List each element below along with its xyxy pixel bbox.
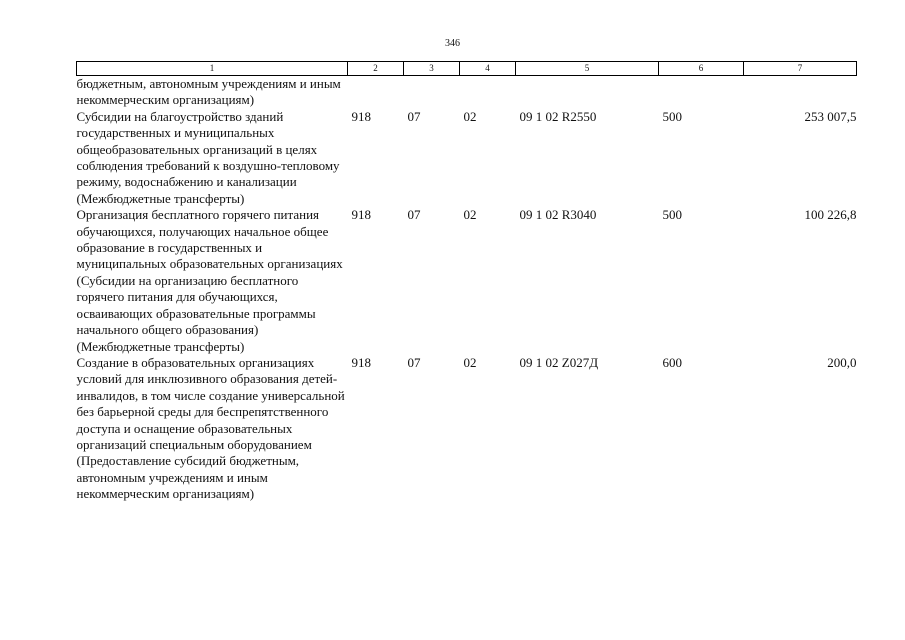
table-row (77, 355, 857, 503)
row-name: бюджетным, автономным учреждениям и иным некоммерческим организациям) (76, 76, 341, 108)
row-amount: 100 226,8 (804, 207, 857, 223)
row-target (516, 76, 659, 109)
row-name: Создание в образовательных организациях условий для инклюзивного образования детей-инвалидов, в том числе создание универсальной без барьерной среды для беспрепятственного доступа и оснащение образовательных организаций специальным оборудованием (Предоставление субсидий бюджетным, автономным учреждениям и иным некоммерческим организациям) (76, 354, 345, 502)
row-section (404, 76, 460, 109)
row-subsection (460, 76, 516, 109)
header-col-6: 6 (659, 62, 744, 76)
header-row (77, 62, 857, 76)
header-col-3: 3 (404, 62, 460, 76)
row-type (659, 76, 744, 109)
table-row (77, 207, 857, 355)
row-amount: 200,0 (827, 354, 857, 370)
row-ministry (348, 76, 404, 109)
header-col-1: 1 (77, 62, 348, 76)
row-name: Субсидии на благоустройство зданий государственных и муниципальных общеобразовательных организаций в целях соблюдения требований к воздушно-тепловому режиму, водоснабжению и канализации (Межбюджетные трансферты) (76, 108, 340, 206)
row-type: 500 (662, 108, 682, 124)
header-col-4: 4 (460, 62, 516, 76)
row-section: 07 (407, 354, 421, 370)
header-col-5: 5 (516, 62, 659, 76)
page-number: 346 (445, 38, 460, 49)
row-section: 07 (407, 108, 421, 124)
row-ministry: 918 (351, 354, 371, 370)
row-target: 09 1 02 Z027Д (519, 354, 599, 370)
budget-table (76, 61, 857, 503)
header-col-7: 7 (744, 62, 857, 76)
row-section: 07 (407, 207, 421, 223)
row-amount (744, 76, 857, 109)
row-target: 09 1 02 R3040 (519, 207, 597, 223)
table-row (77, 109, 857, 207)
row-ministry: 918 (351, 108, 371, 124)
row-subsection: 02 (463, 108, 477, 124)
row-name: Организация бесплатного горячего питания обучающихся, получающих начальное общее образование в государственных и муниципальных образовательных организациях (Субсидии на организацию бесплатного горячего питания для обучающихся, осваивающих образовательные программы начального общего образования) (Межбюджетные трансферты) (76, 207, 343, 354)
row-ministry: 918 (351, 207, 371, 223)
table-row (77, 76, 857, 109)
row-type: 500 (662, 207, 682, 223)
table-header (77, 62, 857, 76)
row-subsection: 02 (463, 354, 477, 370)
row-amount: 253 007,5 (804, 108, 857, 124)
row-subsection: 02 (463, 207, 477, 223)
row-target: 09 1 02 R2550 (519, 108, 597, 124)
table-body (77, 76, 857, 503)
header-col-2: 2 (348, 62, 404, 76)
row-type: 600 (662, 354, 682, 370)
